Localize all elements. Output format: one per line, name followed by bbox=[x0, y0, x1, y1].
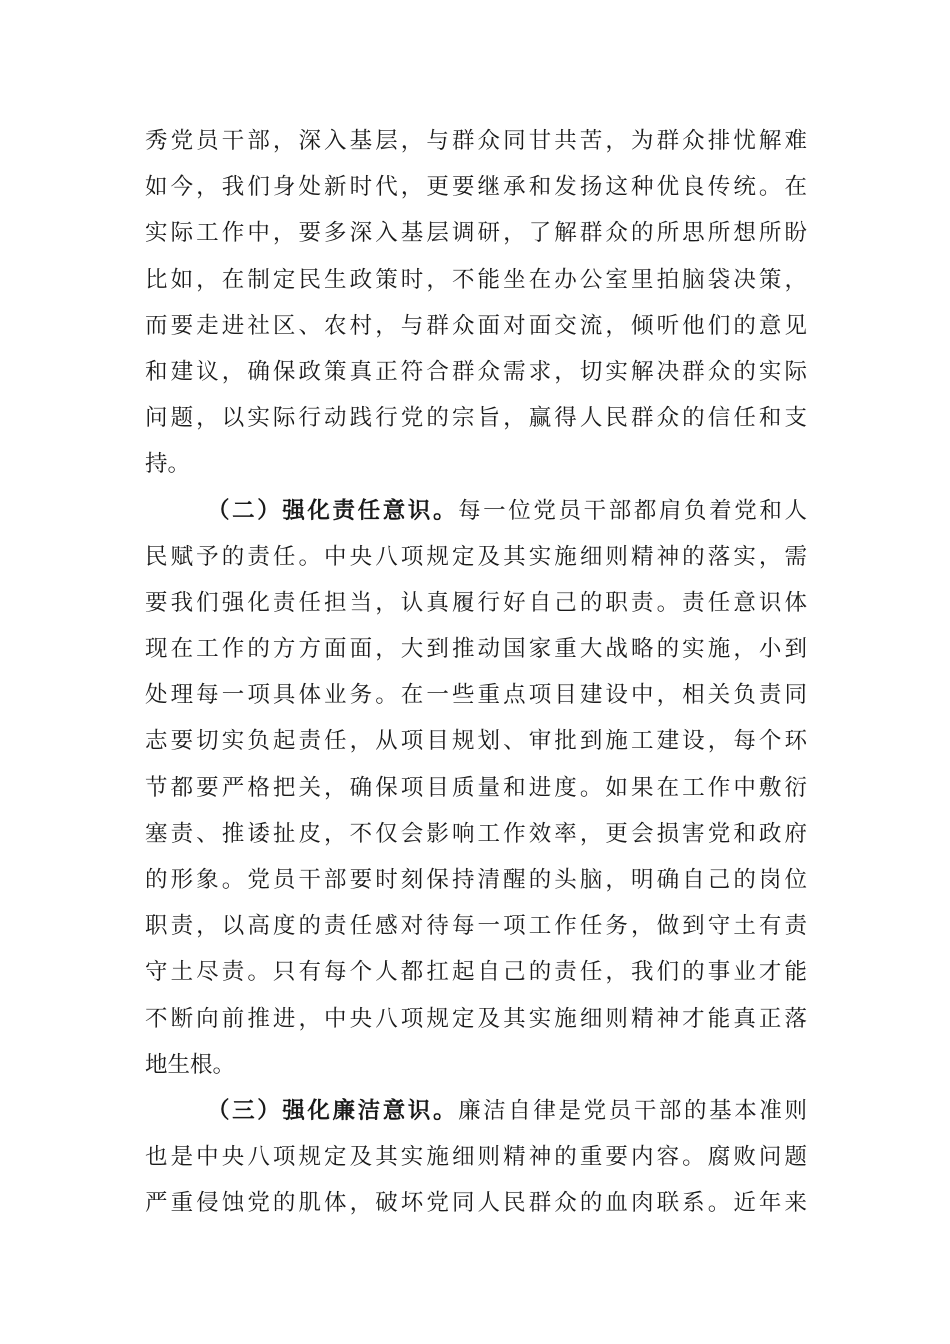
text-line: 秀党员干部，深入基层，与群众同甘共苦，为群众排忧解难 bbox=[145, 128, 807, 154]
text-line: 职责，以高度的责任感对待每一项工作任务，做到守土有责 bbox=[145, 913, 807, 940]
paragraph-first-line bbox=[145, 488, 807, 534]
text-line: 严重侵蚀党的肌体，破坏党同人民群众的血肉联系。近年来 bbox=[145, 1190, 807, 1217]
text-line: 也是中央八项规定及其实施细则精神的重要内容。腐败问题 bbox=[145, 1144, 807, 1171]
text-line: 而要走进社区、农村，与群众面对面交流，倾听他们的意见 bbox=[145, 312, 807, 339]
text-span: 每一位党员干部都肩负着党和人 bbox=[458, 497, 807, 524]
text-line: 志要切实负起责任，从项目规划、审批到施工建设，每个环 bbox=[145, 728, 807, 755]
text-line: 和建议，确保政策真正符合群众需求，切实解决群众的实际 bbox=[145, 358, 807, 385]
text-line: 如今，我们身处新时代，更要继承和发扬这种优良传统。在 bbox=[145, 174, 807, 201]
text-span: 廉洁自律是党员干部的基本准则 bbox=[458, 1097, 807, 1124]
text-line: 塞责、推诿扯皮，不仅会影响工作效率，更会损害党和政府 bbox=[145, 820, 807, 847]
text-line: 不断向前推进，中央八项规定及其实施细则精神才能真正落 bbox=[145, 1005, 807, 1032]
paragraph-first-line bbox=[145, 1088, 807, 1134]
document-body bbox=[145, 118, 807, 1227]
paragraph-1 bbox=[145, 118, 807, 488]
paragraph-3 bbox=[145, 1088, 807, 1227]
text-line: 的形象。党员干部要时刻保持清醒的头脑，明确自己的岗位 bbox=[145, 867, 807, 893]
section-heading: （二）强化责任意识。 bbox=[207, 497, 459, 524]
paragraph-2 bbox=[145, 488, 807, 1088]
text-line: 处理每一项具体业务。在一些重点项目建设中，相关负责同 bbox=[145, 682, 807, 709]
text-line: 要我们强化责任担当，认真履行好自己的职责。责任意识体 bbox=[145, 589, 807, 616]
text-line: 民赋予的责任。中央八项规定及其实施细则精神的落实，需 bbox=[145, 543, 807, 570]
text-line: 持。 bbox=[145, 451, 191, 478]
text-line: 节都要严格把关，确保项目质量和进度。如果在工作中敷衍 bbox=[145, 774, 807, 801]
text-line: 比如，在制定民生政策时，不能坐在办公室里拍脑袋决策， bbox=[145, 266, 807, 293]
text-line: 实际工作中，要多深入基层调研，了解群众的所思所想所盼 bbox=[145, 220, 807, 247]
text-line: 守土尽责。只有每个人都扛起自己的责任，我们的事业才能 bbox=[145, 959, 807, 986]
text-line: 现在工作的方方面面，大到推动国家重大战略的实施，小到 bbox=[145, 636, 807, 663]
text-line: 地生根。 bbox=[145, 1051, 236, 1078]
text-line: 问题，以实际行动践行党的宗旨，赢得人民群众的信任和支 bbox=[145, 405, 807, 432]
section-heading: （三）强化廉洁意识。 bbox=[207, 1097, 459, 1124]
